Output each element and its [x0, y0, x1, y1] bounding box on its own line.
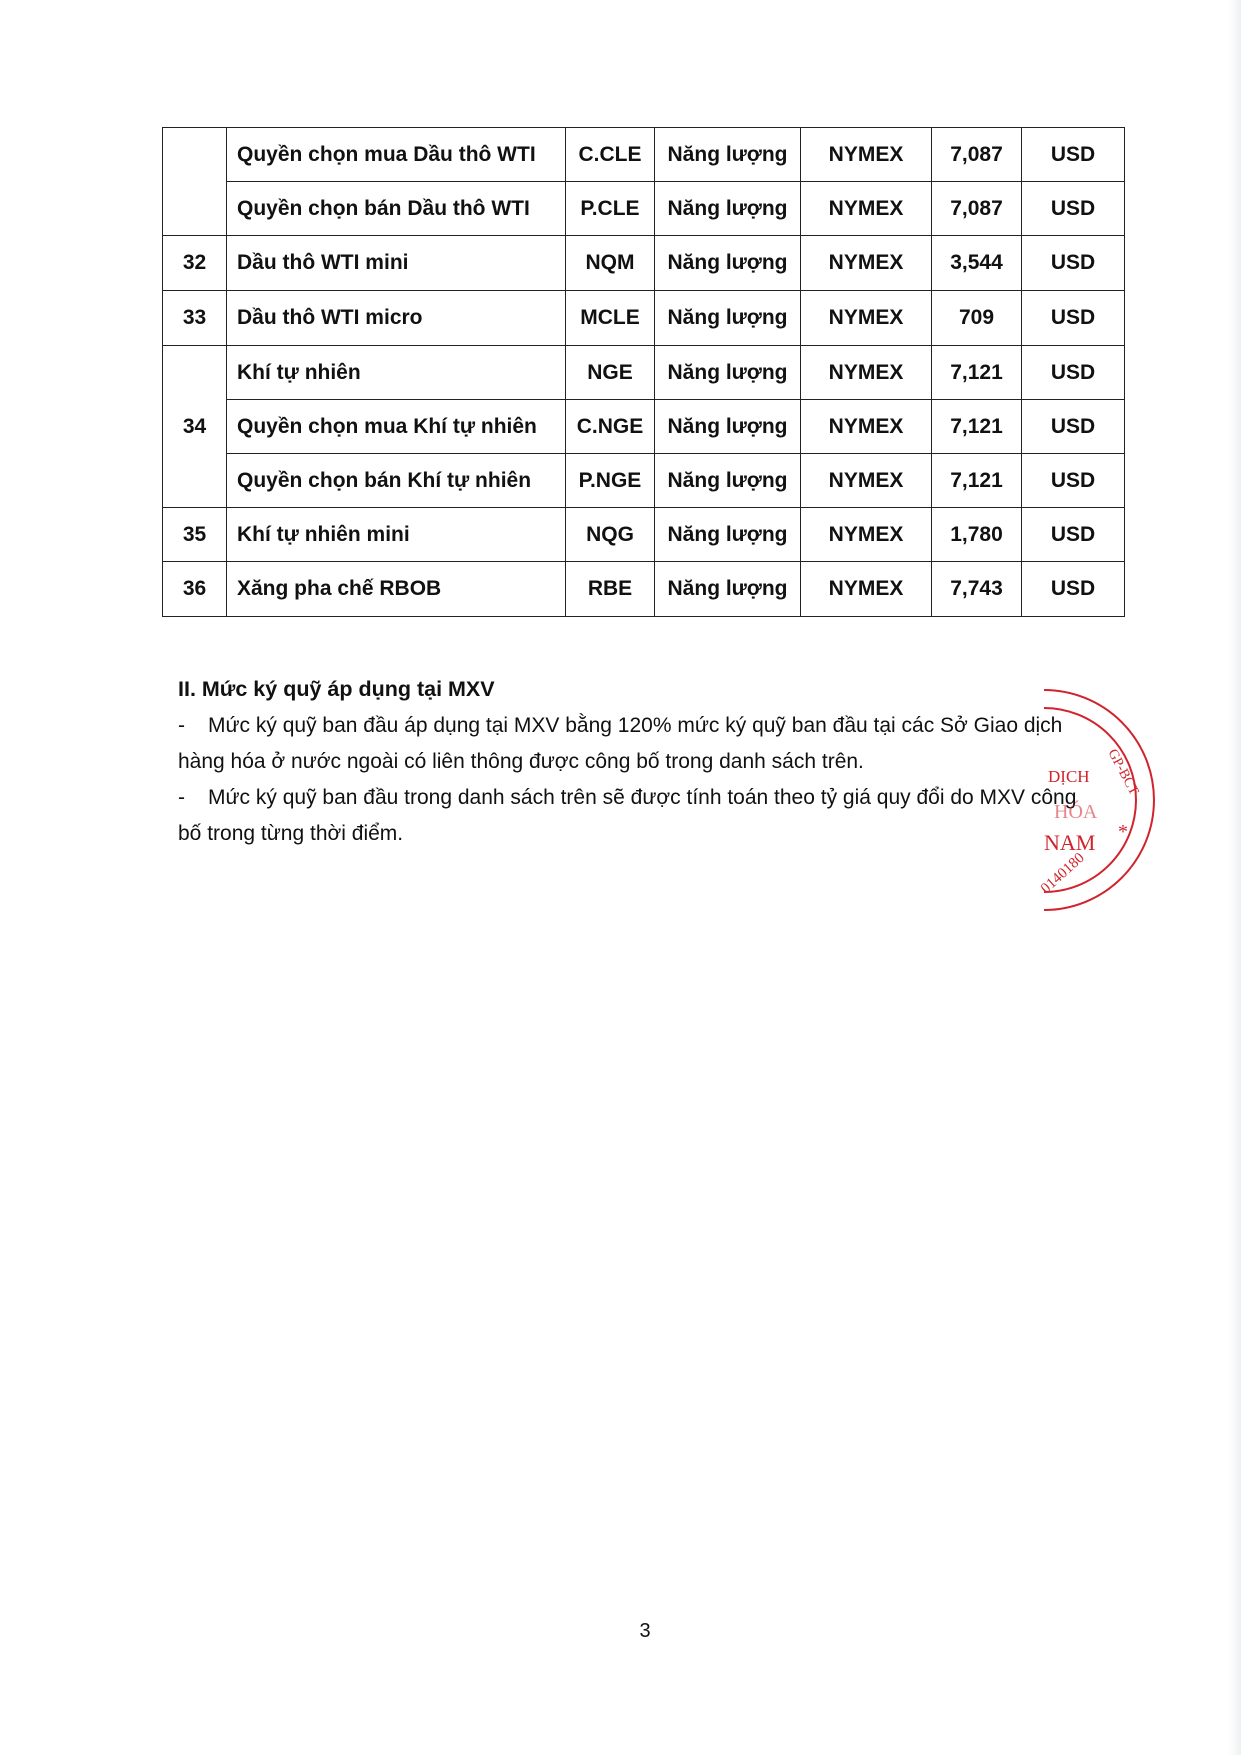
table-row [163, 128, 1125, 182]
bullet-text: Mức ký quỹ ban đầu áp dụng tại MXV bằng 120% mức ký quỹ ban đầu tại các Sở Giao dịch hàng hóa ở nước ngoài có liên thông được công bố trong danh sách trên. [178, 714, 1063, 773]
table-row [163, 182, 1125, 236]
margin-value-cell: 3,544 [932, 236, 1022, 291]
product-name-cell: Khí tự nhiên [227, 346, 566, 400]
commodity-group-cell: Năng lượng [655, 236, 801, 291]
product-code-cell: C.CLE [566, 128, 655, 182]
exchange-cell: NYMEX [801, 346, 932, 400]
margin-value-cell: 709 [932, 291, 1022, 346]
currency-cell: USD [1022, 508, 1125, 562]
currency-cell: USD [1022, 562, 1125, 617]
currency-cell: USD [1022, 454, 1125, 508]
stamp-text-dich: DỊCH [1048, 767, 1090, 786]
currency-cell: USD [1022, 128, 1125, 182]
product-name-cell: Khí tự nhiên mini [227, 508, 566, 562]
margin-value-cell: 7,121 [932, 454, 1022, 508]
exchange-cell: NYMEX [801, 562, 932, 617]
stamp-star: * [1118, 821, 1128, 843]
exchange-cell: NYMEX [801, 454, 932, 508]
commodity-group-cell: Năng lượng [655, 454, 801, 508]
bullet-text: Mức ký quỹ ban đầu trong danh sách trên sẽ được tính toán theo tỷ giá quy đổi do MXV công bố trong từng thời điểm. [178, 786, 1077, 845]
bullet-dash: - [178, 714, 185, 737]
product-name-cell: Dầu thô WTI micro [227, 291, 566, 346]
stamp-text-gp: GP-BCT [1104, 746, 1142, 798]
product-name-cell: Dầu thô WTI mini [227, 236, 566, 291]
margin-table [162, 127, 1125, 617]
red-seal-stamp [1000, 682, 1158, 912]
currency-cell: USD [1022, 400, 1125, 454]
exchange-cell: NYMEX [801, 182, 932, 236]
product-code-cell: C.NGE [566, 400, 655, 454]
margin-policy-section [178, 672, 1078, 852]
bullet-paragraph [178, 708, 1078, 780]
table-row [163, 508, 1125, 562]
table-row [163, 454, 1125, 508]
commodity-group-cell: Năng lượng [655, 346, 801, 400]
product-code-cell: MCLE [566, 291, 655, 346]
product-name-cell: Quyền chọn bán Khí tự nhiên [227, 454, 566, 508]
commodity-group-cell: Năng lượng [655, 291, 801, 346]
table-row [163, 291, 1125, 346]
currency-cell: USD [1022, 346, 1125, 400]
page-number: 3 [639, 1620, 651, 1642]
table-row [163, 236, 1125, 291]
margin-value-cell: 7,087 [932, 182, 1022, 236]
section-heading: II. Mức ký quỹ áp dụng tại MXV [178, 677, 495, 701]
currency-cell: USD [1022, 236, 1125, 291]
exchange-cell: NYMEX [801, 508, 932, 562]
commodity-group-cell: Năng lượng [655, 128, 801, 182]
table-row [163, 562, 1125, 617]
exchange-cell: NYMEX [801, 400, 932, 454]
product-name-cell: Quyền chọn mua Dầu thô WTI [227, 128, 566, 182]
stamp-text-hoa: HÓA [1054, 801, 1098, 823]
table-row [163, 400, 1125, 454]
product-code-cell: P.NGE [566, 454, 655, 508]
product-code-cell: NGE [566, 346, 655, 400]
page-edge-shadow [1229, 0, 1241, 1755]
margin-value-cell: 7,743 [932, 562, 1022, 617]
stt-cell [163, 128, 227, 236]
product-code-cell: RBE [566, 562, 655, 617]
stt-cell: 32 [163, 236, 227, 291]
currency-cell: USD [1022, 291, 1125, 346]
stt-cell: 35 [163, 508, 227, 562]
commodity-group-cell: Năng lượng [655, 562, 801, 617]
stt-cell: 36 [163, 562, 227, 617]
margin-value-cell: 7,087 [932, 128, 1022, 182]
exchange-cell: NYMEX [801, 236, 932, 291]
product-name-cell: Xăng pha chế RBOB [227, 562, 566, 617]
exchange-cell: NYMEX [801, 128, 932, 182]
product-code-cell: NQG [566, 508, 655, 562]
bullet-dash: - [178, 786, 185, 809]
commodity-group-cell: Năng lượng [655, 182, 801, 236]
product-name-cell: Quyền chọn mua Khí tự nhiên [227, 400, 566, 454]
stamp-text-number: 0140180 [1037, 849, 1088, 897]
product-code-cell: P.CLE [566, 182, 655, 236]
exchange-cell: NYMEX [801, 291, 932, 346]
margin-value-cell: 1,780 [932, 508, 1022, 562]
margin-value-cell: 7,121 [932, 400, 1022, 454]
product-name-cell: Quyền chọn bán Dầu thô WTI [227, 182, 566, 236]
commodity-group-cell: Năng lượng [655, 400, 801, 454]
margin-value-cell: 7,121 [932, 346, 1022, 400]
stt-cell: 34 [163, 346, 227, 508]
stt-cell: 33 [163, 291, 227, 346]
bullet-paragraph [178, 780, 1078, 852]
commodity-group-cell: Năng lượng [655, 508, 801, 562]
table-row [163, 346, 1125, 400]
product-code-cell: NQM [566, 236, 655, 291]
currency-cell: USD [1022, 182, 1125, 236]
stamp-text-nam: NAM [1044, 830, 1096, 855]
